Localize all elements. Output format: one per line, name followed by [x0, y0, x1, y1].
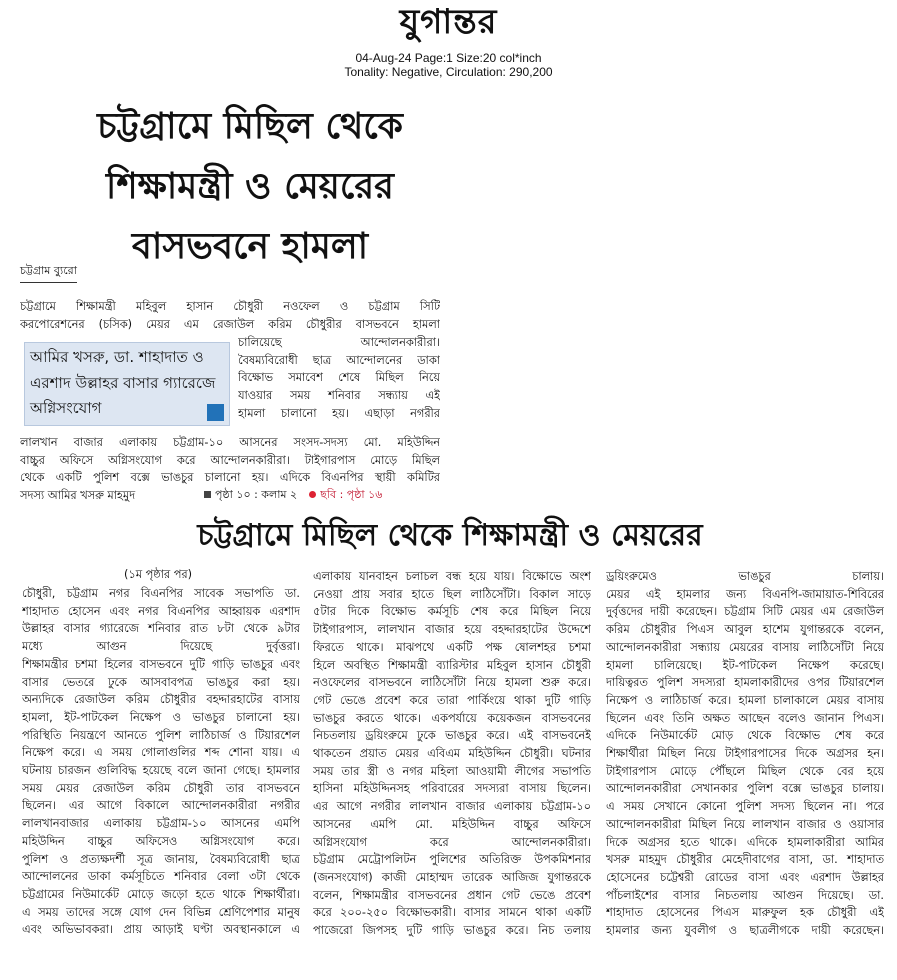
text-line: লালখান বাজার এলাকায় চট্টগ্রাম-১০ আসনের সংসদ-সদস্য মো. মহিউদ্দিন: [20, 436, 440, 449]
photo-reference: ছবি : পৃষ্ঠা ১৬: [320, 488, 383, 501]
text-line: মহিউদ্দিন বাচ্চুর অফিসেও অগ্নিসংযোগ করে।: [22, 834, 300, 848]
text-line: মধ্যে আগুন দিয়েছে দুর্বৃত্তরা।: [22, 640, 300, 654]
text-line: গেট ভেঙে প্রবেশ করে তারা পার্কিংয়ে থাকা দুটি গাড়ি: [313, 693, 591, 707]
clipping-meta-line2: Tonality: Negative, Circulation: 290,200: [344, 65, 553, 79]
article-headline: [40, 97, 460, 277]
text-line: শিক্ষামন্ত্রীর চশমা হিলের বাসভবনে দুটি গাড়ি ভাঙচুর এবং: [22, 657, 300, 671]
text-line: পাঁচলাইশের বাসার নিচতলায় আগুন দিয়েছে। ডা.: [606, 888, 884, 902]
text-line: আন্দোলনের ডাকা কর্মসূচিতে শনিবার বেলা ৩টা থেকে: [22, 870, 300, 884]
text-line: বৈষম্যবিরোধী ছাত্র আন্দোলনের ডাকা: [238, 353, 440, 367]
square-bullet-icon: [204, 491, 211, 498]
text-line: বিক্ষোভ সমাবেশ শেষে মিছিল নিয়ে: [238, 371, 440, 385]
intro-paragraph-narrow: [238, 334, 440, 423]
text-line: ড্রয়িংরুমেও ভাঙচুর চালায়।: [606, 570, 884, 583]
text-line: চট্টগ্রাম মেট্রোপলিটন পুলিশের অতিরিক্ত উপকমিশনার: [313, 853, 591, 867]
text-line: আন্দোলনকারীরা সন্ধ্যায় মেয়রের বাসায় লাঠিসোঁটা নিয়ে: [606, 640, 884, 654]
text-line: দিকে অগ্রসর হতে থাকে। এদিকে হামলাকারীরা আমির: [606, 835, 884, 849]
headline-line: শিক্ষামন্ত্রী ও মেয়রের: [106, 166, 394, 207]
text-line: এবং অভিভাবকরা। প্রায় আড়াই ঘণ্টা অবস্থানকালে এ: [22, 923, 300, 937]
text-line: (জনসংযোগ) কাজী মোহাম্মদ তারেক আজিজ যুগান্তরকে: [313, 870, 591, 884]
text-line: এ সময় তাদের সঙ্গে যোগ দেন বিভিন্ন শ্রেণিপেশার মানুষ: [22, 905, 300, 919]
continuation-column-1: [22, 585, 300, 939]
text-line: হিলে অবস্থিত শিক্ষামন্ত্রী ব্যারিস্টার মহিবুল হাসান চৌধুরী: [313, 658, 591, 672]
text-line: থেকে একটি পুলিশ বক্সে ভাঙচুর চালানো হয়। এদিকে বিএনপির স্থায়ী কমিটির: [20, 471, 440, 485]
text-line: করপোরেশনের (চসিক) মেয়র এম রেজাউল করিম চৌধুরীর বাসভবনে হামলা: [20, 317, 440, 331]
text-line: মেয়র এই হামলার জন্য বিএনপি-জামায়াত-শিবিরের: [606, 587, 884, 601]
text-line: এদিকে নিউমার্কেট মোড় থেকে বিক্ষোভ শেষ করে: [606, 729, 884, 743]
text-line: চৌধুরী, চট্টগ্রাম নগর বিএনপির সাবেক সভাপতি ডা.: [22, 587, 300, 600]
red-dot-icon: [309, 491, 316, 498]
text-line: বাচ্চুর অফিসে অগ্নিসংযোগ করে আন্দোলনকারীরা। টাইগারপাস মোড়ে মিছিল: [20, 453, 440, 467]
jump-reference: [204, 488, 382, 502]
text-line: আন্দোলনকারীরা সেখানকার পুলিশ বক্সে ভাঙচুর চালায়।: [606, 782, 884, 796]
text-line: অগ্নিসংযোগ করে আন্দোলনকারীরা।: [313, 835, 591, 849]
text-line: নওফেলের বাসভবনে লাঠিসোঁটা নিয়ে হামলা শুরু করে।: [313, 676, 591, 690]
text-line: পাজেরো জিপসহ দুটি গাড়ি ভাঙচুর করে। নিচ তলায়: [313, 924, 591, 938]
text-line: করিম চৌধুরীর পিএস আবুল হাশেম যুগান্তরকে বলেন,: [606, 623, 884, 637]
text-line: সদস্য আমির খসরু মাহমুদ: [20, 489, 136, 503]
text-line: শাহাদাত হোসেন এবং নগর বিএনপির আহ্বায়ক এরশাদ: [22, 604, 300, 618]
text-line: হামলা চালিয়েছে। ইট-পাটকেল নিক্ষেপ করেছে।: [606, 658, 884, 672]
headline-line: চট্টগ্রামে মিছিল থেকে: [97, 106, 403, 147]
text-line: দুর্বৃত্তদের দায়ী করেছেন। চট্টগ্রাম সিটি মেয়র এম রেজাউল: [606, 605, 884, 619]
continued-from-label: (১ম পৃষ্ঠার পর): [124, 568, 193, 581]
text-line: নিচতলায় ড্রয়িংরুমে ঢুকে ভাঙচুর করে। এই বাসভবনেই: [313, 729, 591, 743]
text-line: হামলার জন্য যুবলীগ ও ছাত্রলীগকে দায়ী করেছেন।: [606, 924, 884, 938]
text-line: পরিস্থিতি নিয়ন্ত্রণে আনতে পুলিশ লাঠিচার্জ ও টিয়ারশেল: [22, 728, 300, 742]
text-line: সময় মেয়র রেজাউল করিম চৌধুরী তার বাসভবনে: [22, 781, 300, 795]
text-line: হোসেনের চট্টেশ্বরী রোডের বাসা এবং এরশাদ উল্লাহর: [606, 870, 884, 884]
continuation-headline: চট্টগ্রামে মিছিল থেকে শিক্ষামন্ত্রী ও মেয়রের: [197, 518, 703, 553]
text-line: ভাঙচুর করতে থাকে। একপর্যায়ে কয়েকজন বাসভবনের: [313, 711, 591, 725]
continuation-column-2: [313, 568, 591, 940]
text-line: এ সময় সেখানে কোনো পুলিশ সদস্য ছিলেন না। পরে: [606, 800, 884, 814]
intro-paragraph-top: [20, 298, 440, 333]
text-line: শিক্ষার্থীরা মিছিল নিয়ে টাইগারপাসের দিকে অগ্রসর হন।: [606, 747, 884, 761]
text-line: আসনের এমপি মো. মহিউদ্দিন বাচ্চুর অফিসে: [313, 817, 591, 831]
text-line: থাকতেন প্রয়াত মেয়র এবিএম মহিউদ্দিন চৌধুরী। ঘটনার: [313, 747, 591, 761]
text-line: হামলা, ইট-পাটকেল নিক্ষেপ ও ভাঙচুর চালানো হয়।: [22, 710, 300, 724]
jump-page-text: পৃষ্ঠা ১০ : কলাম ২: [215, 488, 298, 501]
text-line: নিক্ষেপ ও লাঠিচার্জ করে। হামলা চালাকালে মেয়র বাসায়: [606, 693, 884, 707]
clipping-meta-line1: 04-Aug-24 Page:1 Size:20 col*inch: [355, 51, 542, 65]
text-line: বাসার ভেতরে ঢুকে আসবাবপত্র ভাঙচুর করা হয়।: [22, 675, 300, 689]
text-line: শাহাদাত হোসেনের পিএস মারুফুল হক চৌধুরী এই: [606, 906, 884, 920]
text-line: পুলিশ ও প্রত্যক্ষদর্শী সূত্র জানায়, বৈষম্যবিরোধী ছাত্র: [22, 852, 300, 866]
text-line: উল্লাহর বাসার গ্যারেজে শনিবার রাত ৮টা থেকে ৯টার: [22, 622, 300, 636]
text-line: টাইগারপাস মোড়ে পৌঁছলে মিছিল থেকে বের হয়ে: [606, 764, 884, 778]
text-line: হাসিনা মহিউদ্দিনসহ পরিবারের সদস্যরা বাসায় ছিলেন।: [313, 782, 591, 796]
subhead-square-icon: [207, 404, 224, 421]
text-line: যাওয়ার সময় শনিবার সন্ধ্যায় এই: [238, 389, 440, 403]
text-line: অন্যদিকে রেজাউল করিম চৌধুরীর বহদ্দারহাটের বাসায়: [22, 693, 300, 707]
headline-line: বাসভবনে হামলা: [131, 226, 369, 267]
text-line: ছিলেন। এর আগে বিকালে আন্দোলনকারীরা নগরীর: [22, 799, 300, 813]
text-line: চট্টগ্রামে শিক্ষামন্ত্রী মহিবুল হাসান চৌধুরী নওফেল ও চট্টগ্রাম সিটি: [20, 300, 440, 313]
text-line: ৫টার দিকে বিক্ষোভ কর্মসূচি শেষ করে মিছিল নিয়ে: [313, 605, 591, 619]
text-line: খসরু মাহমুদ চৌধুরীর মেহেদীবাগের বাসা, ডা. শাহাদাত: [606, 853, 884, 867]
text-line: করে ২০০-২৫০ বিক্ষোভকারী। বাসার সামনে থাকা একটি: [313, 906, 591, 920]
text-line: নেওয়া প্রায় সবার হাতে ছিল লাঠিসোঁটা। বিকাল সাড়ে: [313, 587, 591, 601]
text-line: বলেন, শিক্ষামন্ত্রীর বাসভবনের প্রধান গেট ভেঙে প্রবেশ: [313, 888, 591, 902]
text-line: চট্টগ্রামের নিউমার্কেট মোড়ে জড়ো হতে থাকে শিক্ষার্থীরা।: [22, 887, 300, 901]
subhead-text: আমির খসরু, ডা. শাহাদাত ও এরশাদ উল্লাহর বাসার গ্যারেজে অগ্নিসংযোগ: [30, 348, 216, 417]
text-line: ঘটনায় চারজন গুলিবিদ্ধ হয়েছে বলে জানা গেছে। হামলার: [22, 764, 300, 778]
text-line: ফিরতে থাকে। মাঝপথে একটি পক্ষ ষোলশহর চশমা: [313, 640, 591, 654]
text-line: আন্দোলনকারীরা মিছিল নিয়ে লালখান বাজার ও ওয়াসার: [606, 817, 884, 831]
text-line: হামলা চালানো হয়। এছাড়া নগরীর: [238, 406, 440, 420]
text-line: চালিয়েছে আন্দোলনকারীরা।: [238, 336, 440, 349]
text-line: নিক্ষেপ করে। এ সময় গোলাগুলির শব্দ শোনা যায়। এ: [22, 746, 300, 760]
text-line: দায়িত্বরত পুলিশ সদস্যরা হামলাকারীদের ওপর টিয়ারশেল: [606, 676, 884, 690]
text-line: এলাকায় যানবাহন চলাচল বন্ধ হয়ে যায়। বিক্ষোভে অংশ: [313, 570, 591, 583]
text-line: এর আগে নগরীর লালখান বাজার এলাকায় চট্টগ্রাম-১০: [313, 800, 591, 814]
text-line: টাইগারপাস, লালখান বাজার হয়ে বহদ্দারহাটের উদ্দেশে: [313, 623, 591, 637]
continuation-column-3: [606, 568, 884, 940]
text-line: ছিলেন এবং তিনি অক্ষত আছেন বলেও জানান পিএস।: [606, 711, 884, 725]
text-line: সময় তার স্ত্রী ও নগর মহিলা আওয়ামী লীগের সভাপতি: [313, 764, 591, 778]
text-line: লালখানবাজার এলাকায় চট্টগ্রাম-১০ আসনের এমপি: [22, 817, 300, 831]
masthead-logo: যুগান্তর: [399, 2, 498, 42]
byline: চট্টগ্রাম ব্যুরো: [20, 262, 77, 283]
